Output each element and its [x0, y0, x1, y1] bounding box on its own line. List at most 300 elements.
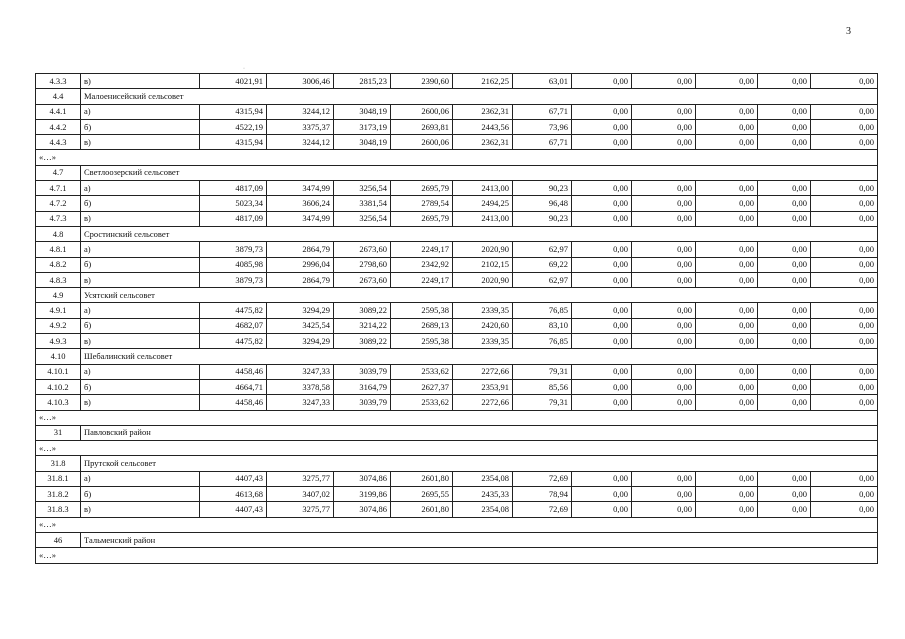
section-title: Павловский район: [81, 425, 878, 440]
value-cell: 0,00: [632, 364, 696, 379]
value-cell: 0,00: [758, 395, 811, 410]
tariff-table: [35, 73, 878, 564]
section-title: Светлоозерский сельсовет: [81, 165, 878, 180]
row-subtype: а): [81, 471, 200, 486]
value-cell: 2627,37: [391, 379, 453, 394]
value-cell: 3381,54: [334, 196, 391, 211]
value-cell: 3294,29: [267, 303, 334, 318]
value-cell: 0,00: [696, 74, 758, 89]
value-cell: 3244,12: [267, 104, 334, 119]
ellipsis-row: [36, 441, 878, 456]
value-cell: 0,00: [696, 272, 758, 287]
value-cell: 0,00: [696, 379, 758, 394]
value-cell: 2673,60: [334, 272, 391, 287]
row-subtype: в): [81, 395, 200, 410]
value-cell: 0,00: [811, 364, 878, 379]
table-row: [36, 74, 878, 89]
value-cell: 3173,19: [334, 119, 391, 134]
table-row: [36, 303, 878, 318]
value-cell: 2272,66: [453, 364, 513, 379]
row-code: 4.9.2: [36, 318, 81, 333]
value-cell: 4522,19: [200, 119, 267, 134]
value-cell: 0,00: [572, 74, 632, 89]
value-cell: 0,00: [632, 257, 696, 272]
value-cell: 3089,22: [334, 303, 391, 318]
omission-mark: «…»: [36, 410, 878, 425]
value-cell: 2354,08: [453, 471, 513, 486]
row-code: 4.4.2: [36, 119, 81, 134]
value-cell: 3247,33: [267, 395, 334, 410]
value-cell: 0,00: [632, 471, 696, 486]
value-cell: 3039,79: [334, 364, 391, 379]
row-subtype: б): [81, 487, 200, 502]
value-cell: 2693,81: [391, 119, 453, 134]
value-cell: 0,00: [758, 242, 811, 257]
row-code: 31.8.1: [36, 471, 81, 486]
value-cell: 0,00: [572, 119, 632, 134]
row-code: 4.10.3: [36, 395, 81, 410]
value-cell: 0,00: [572, 211, 632, 226]
value-cell: 2162,25: [453, 74, 513, 89]
value-cell: 2595,38: [391, 303, 453, 318]
value-cell: 83,10: [513, 318, 572, 333]
value-cell: 2249,17: [391, 272, 453, 287]
value-cell: 0,00: [632, 119, 696, 134]
value-cell: 2342,92: [391, 257, 453, 272]
value-cell: 2789,54: [391, 196, 453, 211]
value-cell: 78,94: [513, 487, 572, 502]
value-cell: 72,69: [513, 471, 572, 486]
value-cell: 2798,60: [334, 257, 391, 272]
value-cell: 2362,31: [453, 135, 513, 150]
row-code: 31.8.2: [36, 487, 81, 502]
value-cell: 3048,19: [334, 104, 391, 119]
value-cell: 0,00: [758, 272, 811, 287]
section-row: [36, 165, 878, 180]
value-cell: 4682,07: [200, 318, 267, 333]
row-subtype: б): [81, 196, 200, 211]
value-cell: 0,00: [632, 395, 696, 410]
value-cell: 2864,79: [267, 242, 334, 257]
value-cell: 3244,12: [267, 135, 334, 150]
value-cell: 0,00: [696, 211, 758, 226]
value-cell: 0,00: [572, 257, 632, 272]
value-cell: 0,00: [758, 318, 811, 333]
value-cell: 3294,29: [267, 334, 334, 349]
value-cell: 4407,43: [200, 502, 267, 517]
value-cell: 0,00: [811, 104, 878, 119]
value-cell: 0,00: [572, 272, 632, 287]
value-cell: 4315,94: [200, 135, 267, 150]
value-cell: 0,00: [758, 211, 811, 226]
value-cell: 0,00: [632, 196, 696, 211]
value-cell: 4021,91: [200, 74, 267, 89]
value-cell: 3425,54: [267, 318, 334, 333]
row-subtype: б): [81, 318, 200, 333]
table-row: [36, 318, 878, 333]
section-row: [36, 226, 878, 241]
value-cell: 2600,06: [391, 104, 453, 119]
row-subtype: а): [81, 242, 200, 257]
value-cell: 0,00: [632, 502, 696, 517]
value-cell: 0,00: [696, 181, 758, 196]
value-cell: 4407,43: [200, 471, 267, 486]
value-cell: 0,00: [696, 135, 758, 150]
value-cell: 85,56: [513, 379, 572, 394]
value-cell: 0,00: [572, 334, 632, 349]
value-cell: 72,69: [513, 502, 572, 517]
value-cell: 0,00: [572, 196, 632, 211]
section-row: [36, 288, 878, 303]
table-row: [36, 104, 878, 119]
value-cell: 2601,80: [391, 502, 453, 517]
value-cell: 0,00: [572, 502, 632, 517]
row-code: 4.7.1: [36, 181, 81, 196]
value-cell: 0,00: [758, 471, 811, 486]
value-cell: 4475,82: [200, 334, 267, 349]
value-cell: 2600,06: [391, 135, 453, 150]
omission-mark: «…»: [36, 548, 878, 563]
value-cell: 3879,73: [200, 272, 267, 287]
ellipsis-row: [36, 150, 878, 165]
value-cell: 0,00: [632, 104, 696, 119]
value-cell: 3006,46: [267, 74, 334, 89]
value-cell: 79,31: [513, 395, 572, 410]
table-row: [36, 181, 878, 196]
value-cell: 2689,13: [391, 318, 453, 333]
value-cell: 0,00: [811, 471, 878, 486]
value-cell: 2996,04: [267, 257, 334, 272]
row-code: 4.8.3: [36, 272, 81, 287]
value-cell: 2595,38: [391, 334, 453, 349]
value-cell: 0,00: [632, 242, 696, 257]
value-cell: 0,00: [632, 74, 696, 89]
value-cell: 0,00: [632, 318, 696, 333]
value-cell: 3474,99: [267, 181, 334, 196]
value-cell: 0,00: [758, 379, 811, 394]
table-row: [36, 471, 878, 486]
value-cell: 2435,33: [453, 487, 513, 502]
value-cell: 4664,71: [200, 379, 267, 394]
value-cell: 0,00: [696, 242, 758, 257]
value-cell: 0,00: [572, 395, 632, 410]
omission-mark: «…»: [36, 517, 878, 532]
value-cell: 0,00: [811, 181, 878, 196]
row-code: 4.9.1: [36, 303, 81, 318]
value-cell: 0,00: [572, 135, 632, 150]
value-cell: 2102,15: [453, 257, 513, 272]
value-cell: 0,00: [811, 272, 878, 287]
table-row: [36, 502, 878, 517]
row-subtype: а): [81, 303, 200, 318]
value-cell: 2695,55: [391, 487, 453, 502]
table-row: [36, 257, 878, 272]
value-cell: 0,00: [572, 364, 632, 379]
page-number: 3: [846, 26, 851, 37]
table-body: [36, 74, 878, 564]
value-cell: 3039,79: [334, 395, 391, 410]
value-cell: 0,00: [572, 471, 632, 486]
value-cell: 3256,54: [334, 181, 391, 196]
row-code: 4.8.2: [36, 257, 81, 272]
ellipsis-row: [36, 410, 878, 425]
value-cell: 3089,22: [334, 334, 391, 349]
value-cell: 0,00: [632, 334, 696, 349]
omission-mark: «…»: [36, 150, 878, 165]
value-cell: 76,85: [513, 303, 572, 318]
value-cell: 0,00: [696, 303, 758, 318]
row-subtype: в): [81, 334, 200, 349]
section-row: [36, 425, 878, 440]
value-cell: 0,00: [758, 74, 811, 89]
value-cell: 0,00: [758, 196, 811, 211]
value-cell: 0,00: [632, 487, 696, 502]
value-cell: 4315,94: [200, 104, 267, 119]
section-code: 31.8: [36, 456, 81, 471]
value-cell: 2272,66: [453, 395, 513, 410]
section-title: Прутской сельсовет: [81, 456, 878, 471]
value-cell: 4458,46: [200, 395, 267, 410]
row-code: 31.8.3: [36, 502, 81, 517]
section-code: 4.10: [36, 349, 81, 364]
value-cell: 0,00: [696, 318, 758, 333]
value-cell: 0,00: [811, 119, 878, 134]
row-code: 4.9.3: [36, 334, 81, 349]
row-subtype: а): [81, 181, 200, 196]
value-cell: 2443,56: [453, 119, 513, 134]
section-row: [36, 89, 878, 104]
value-cell: 2020,90: [453, 272, 513, 287]
table-row: [36, 395, 878, 410]
row-code: 4.10.1: [36, 364, 81, 379]
section-code: 4.7: [36, 165, 81, 180]
section-row: [36, 456, 878, 471]
section-title: Шебалинский сельсовет: [81, 349, 878, 364]
table-row: [36, 119, 878, 134]
section-code: 31: [36, 425, 81, 440]
row-subtype: а): [81, 364, 200, 379]
value-cell: 0,00: [811, 74, 878, 89]
value-cell: 0,00: [758, 502, 811, 517]
value-cell: 67,71: [513, 104, 572, 119]
value-cell: 2362,31: [453, 104, 513, 119]
value-cell: 0,00: [811, 303, 878, 318]
value-cell: 3074,86: [334, 502, 391, 517]
value-cell: 62,97: [513, 272, 572, 287]
value-cell: 0,00: [696, 487, 758, 502]
value-cell: 2864,79: [267, 272, 334, 287]
value-cell: 0,00: [632, 303, 696, 318]
ellipsis-row: [36, 548, 878, 563]
section-row: [36, 349, 878, 364]
value-cell: 0,00: [811, 395, 878, 410]
value-cell: 3256,54: [334, 211, 391, 226]
value-cell: 0,00: [811, 334, 878, 349]
value-cell: 79,31: [513, 364, 572, 379]
value-cell: 2339,35: [453, 303, 513, 318]
value-cell: 3164,79: [334, 379, 391, 394]
row-code: 4.8.1: [36, 242, 81, 257]
row-code: 4.4.3: [36, 135, 81, 150]
value-cell: 0,00: [811, 135, 878, 150]
table-row: [36, 242, 878, 257]
value-cell: 2815,23: [334, 74, 391, 89]
value-cell: 0,00: [696, 502, 758, 517]
value-cell: 3407,02: [267, 487, 334, 502]
row-subtype: в): [81, 74, 200, 89]
value-cell: 3275,77: [267, 471, 334, 486]
value-cell: 0,00: [696, 104, 758, 119]
value-cell: 3378,58: [267, 379, 334, 394]
value-cell: 3375,37: [267, 119, 334, 134]
value-cell: 76,85: [513, 334, 572, 349]
table-row: [36, 334, 878, 349]
table-row: [36, 364, 878, 379]
section-title: Сростинский сельсовет: [81, 226, 878, 241]
value-cell: 0,00: [811, 257, 878, 272]
value-cell: 3214,22: [334, 318, 391, 333]
section-title: Малоенисейский сельсовет: [81, 89, 878, 104]
value-cell: 0,00: [811, 211, 878, 226]
value-cell: 0,00: [758, 334, 811, 349]
row-subtype: в): [81, 502, 200, 517]
value-cell: 2339,35: [453, 334, 513, 349]
value-cell: 4817,09: [200, 181, 267, 196]
value-cell: 0,00: [572, 104, 632, 119]
section-code: 4.8: [36, 226, 81, 241]
value-cell: 0,00: [758, 487, 811, 502]
value-cell: 4458,46: [200, 364, 267, 379]
value-cell: 0,00: [758, 364, 811, 379]
value-cell: 0,00: [632, 379, 696, 394]
value-cell: 69,22: [513, 257, 572, 272]
row-subtype: б): [81, 119, 200, 134]
section-code: 46: [36, 532, 81, 547]
value-cell: 67,71: [513, 135, 572, 150]
value-cell: 2494,25: [453, 196, 513, 211]
value-cell: 4817,09: [200, 211, 267, 226]
value-cell: 0,00: [572, 379, 632, 394]
section-code: 4.4: [36, 89, 81, 104]
page-mark: ·: [243, 66, 245, 72]
value-cell: 73,96: [513, 119, 572, 134]
value-cell: 0,00: [696, 471, 758, 486]
table-row: [36, 211, 878, 226]
section-row: [36, 532, 878, 547]
value-cell: 2413,00: [453, 211, 513, 226]
table-row: [36, 135, 878, 150]
value-cell: 0,00: [811, 318, 878, 333]
row-subtype: в): [81, 135, 200, 150]
value-cell: 0,00: [696, 196, 758, 211]
value-cell: 0,00: [572, 487, 632, 502]
value-cell: 3275,77: [267, 502, 334, 517]
value-cell: 0,00: [572, 318, 632, 333]
value-cell: 0,00: [811, 487, 878, 502]
table-row: [36, 379, 878, 394]
value-cell: 3199,86: [334, 487, 391, 502]
value-cell: 2413,00: [453, 181, 513, 196]
row-code: 4.4.1: [36, 104, 81, 119]
value-cell: 0,00: [758, 181, 811, 196]
value-cell: 0,00: [572, 181, 632, 196]
value-cell: 2601,80: [391, 471, 453, 486]
value-cell: 4475,82: [200, 303, 267, 318]
value-cell: 0,00: [758, 104, 811, 119]
value-cell: 0,00: [811, 242, 878, 257]
value-cell: 63,01: [513, 74, 572, 89]
value-cell: 0,00: [572, 303, 632, 318]
ellipsis-row: [36, 517, 878, 532]
table-row: [36, 196, 878, 211]
value-cell: 2420,60: [453, 318, 513, 333]
value-cell: 2390,60: [391, 74, 453, 89]
row-code: 4.7.2: [36, 196, 81, 211]
value-cell: 0,00: [811, 502, 878, 517]
value-cell: 0,00: [572, 242, 632, 257]
omission-mark: «…»: [36, 441, 878, 456]
row-subtype: б): [81, 379, 200, 394]
value-cell: 90,23: [513, 211, 572, 226]
value-cell: 3247,33: [267, 364, 334, 379]
row-code: 4.10.2: [36, 379, 81, 394]
row-subtype: а): [81, 104, 200, 119]
value-cell: 2533,62: [391, 395, 453, 410]
value-cell: 0,00: [696, 395, 758, 410]
value-cell: 0,00: [632, 272, 696, 287]
value-cell: 0,00: [696, 119, 758, 134]
value-cell: 2354,08: [453, 502, 513, 517]
row-code: 4.7.3: [36, 211, 81, 226]
value-cell: 3879,73: [200, 242, 267, 257]
value-cell: 0,00: [758, 135, 811, 150]
value-cell: 0,00: [632, 181, 696, 196]
value-cell: 96,48: [513, 196, 572, 211]
value-cell: 2533,62: [391, 364, 453, 379]
value-cell: 5023,34: [200, 196, 267, 211]
value-cell: 2020,90: [453, 242, 513, 257]
value-cell: 2673,60: [334, 242, 391, 257]
value-cell: 0,00: [758, 303, 811, 318]
value-cell: 0,00: [758, 119, 811, 134]
value-cell: 4085,98: [200, 257, 267, 272]
value-cell: 0,00: [811, 379, 878, 394]
value-cell: 3474,99: [267, 211, 334, 226]
value-cell: 0,00: [696, 364, 758, 379]
table-row: [36, 487, 878, 502]
value-cell: 2695,79: [391, 181, 453, 196]
value-cell: 62,97: [513, 242, 572, 257]
value-cell: 3048,19: [334, 135, 391, 150]
value-cell: 0,00: [632, 135, 696, 150]
row-subtype: в): [81, 272, 200, 287]
value-cell: 2249,17: [391, 242, 453, 257]
value-cell: 0,00: [632, 211, 696, 226]
value-cell: 0,00: [696, 257, 758, 272]
value-cell: 90,23: [513, 181, 572, 196]
value-cell: 3074,86: [334, 471, 391, 486]
value-cell: 2695,79: [391, 211, 453, 226]
section-code: 4.9: [36, 288, 81, 303]
value-cell: 2353,91: [453, 379, 513, 394]
value-cell: 4613,68: [200, 487, 267, 502]
value-cell: 0,00: [811, 196, 878, 211]
value-cell: 0,00: [758, 257, 811, 272]
row-subtype: в): [81, 211, 200, 226]
section-title: Тальменский район: [81, 532, 878, 547]
value-cell: 0,00: [696, 334, 758, 349]
row-subtype: б): [81, 257, 200, 272]
